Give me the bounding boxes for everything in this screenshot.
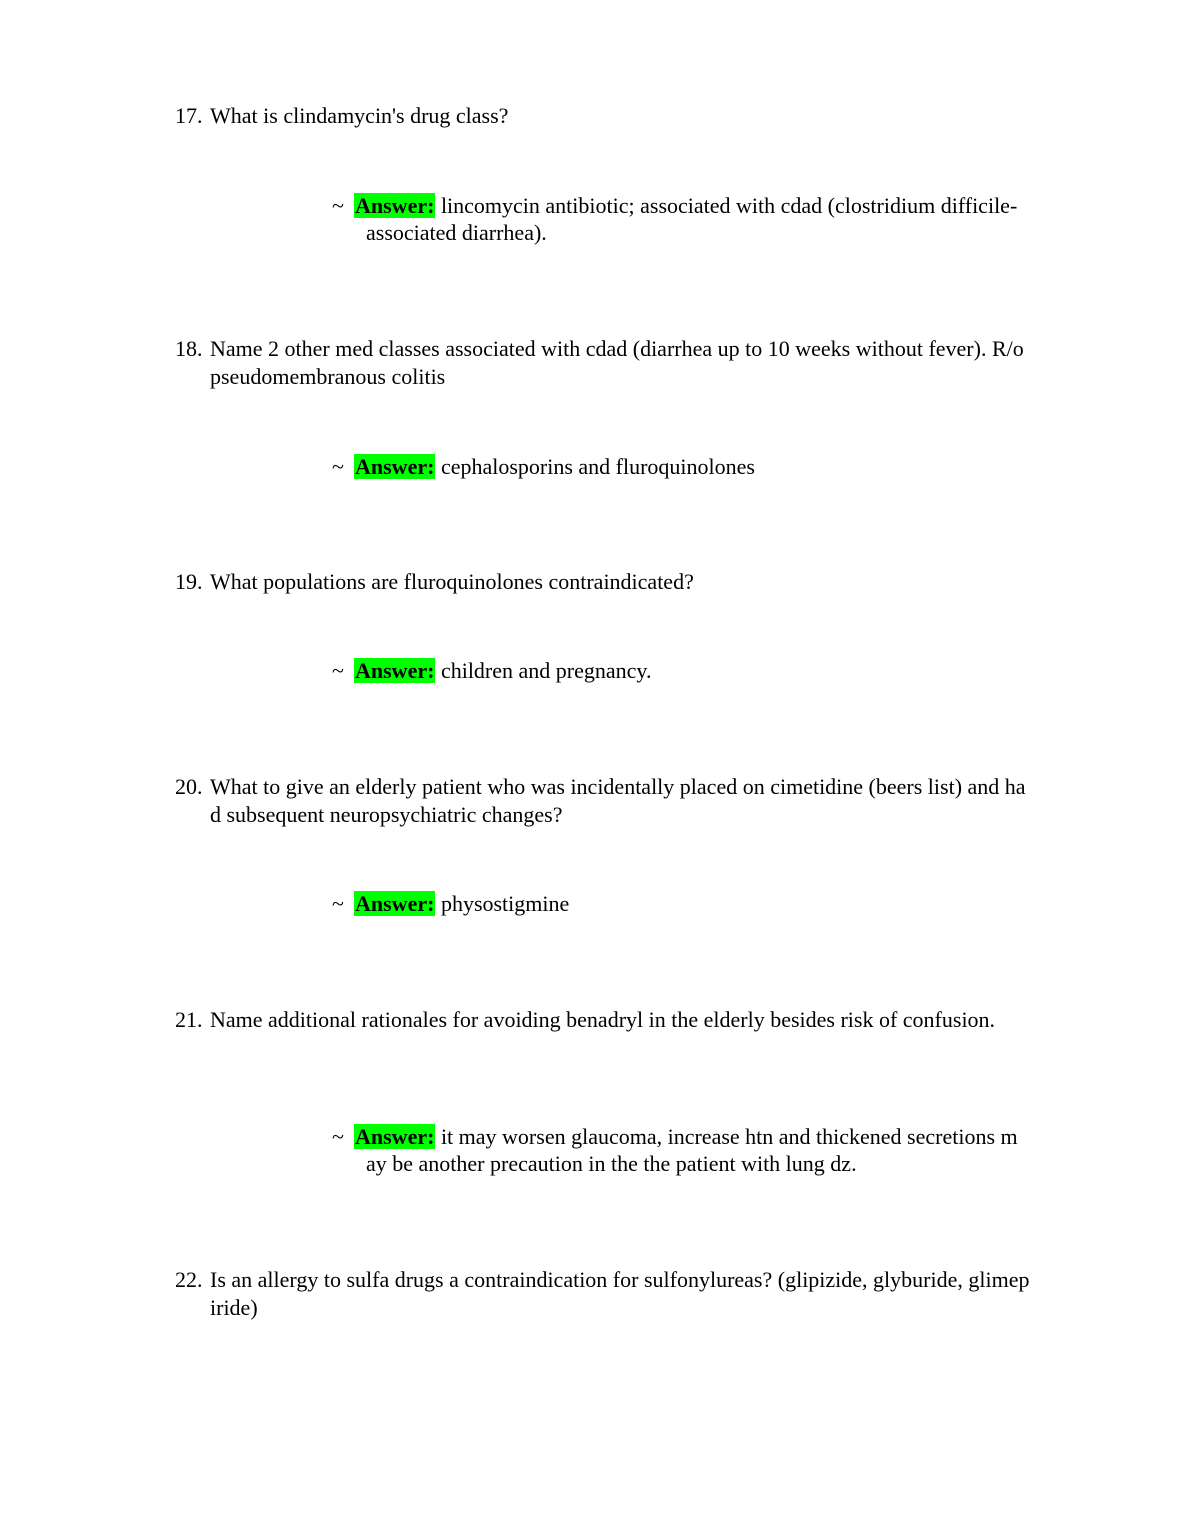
answer-text: physostigmine — [440, 891, 570, 916]
question-text: Name 2 other med classes associated with cdad (diarrhea up to 10 weeks without fever). R/o pseudomembranous colitis — [210, 336, 1024, 389]
question-19 — [175, 568, 1035, 596]
answer-21 — [332, 1123, 1022, 1177]
question-number: 17. — [175, 103, 203, 128]
answer-marker: ~ — [332, 891, 344, 916]
answer-19 — [332, 657, 1022, 684]
question-number: 22. — [175, 1267, 203, 1292]
answer-body — [354, 1123, 1022, 1177]
answer-label: Answer: — [355, 891, 435, 916]
answer-20 — [332, 890, 1022, 917]
answer-marker: ~ — [332, 193, 344, 218]
answer-label: Answer: — [355, 1124, 435, 1149]
answer-label: Answer: — [355, 193, 435, 218]
answer-marker: ~ — [332, 658, 344, 683]
question-22 — [175, 1266, 1035, 1322]
answer-text: it may worsen glaucoma, increase htn and thickened secretions may be another precaution in the the patient with lung dz. — [366, 1124, 1018, 1176]
question-text: Is an allergy to sulfa drugs a contraindication for sulfonylureas? (glipizide, glyburide, glimepiride) — [210, 1267, 1030, 1320]
question-text: Name additional rationales for avoiding benadryl in the elderly besides risk of confusion. — [210, 1007, 996, 1032]
answer-label: Answer: — [355, 454, 435, 479]
answer-18 — [332, 453, 1022, 480]
question-18 — [175, 335, 1035, 391]
answer-body — [354, 192, 1022, 246]
answer-body — [354, 890, 1022, 917]
question-17 — [175, 102, 1035, 130]
answer-marker: ~ — [332, 1124, 344, 1149]
answer-text: cephalosporins and fluroquinolones — [440, 454, 755, 479]
question-text: What populations are fluroquinolones contraindicated? — [210, 569, 694, 594]
answer-text: children and pregnancy. — [440, 658, 652, 683]
question-number: 19. — [175, 569, 203, 594]
question-20 — [175, 773, 1035, 829]
question-number: 18. — [175, 336, 203, 361]
answer-body — [354, 453, 1022, 480]
answer-body — [354, 657, 1022, 684]
question-text: What is clindamycin's drug class? — [210, 103, 509, 128]
question-text: What to give an elderly patient who was incidentally placed on cimetidine (beers list) and had subsequent neuropsychiatric changes? — [210, 774, 1026, 827]
answer-text: lincomycin antibiotic; associated with cdad (clostridium difficile-associated diarrhea). — [366, 193, 1018, 245]
answer-label: Answer: — [355, 658, 435, 683]
answer-17 — [332, 192, 1022, 246]
question-21 — [175, 1006, 1035, 1034]
answer-marker: ~ — [332, 454, 344, 479]
question-number: 21. — [175, 1007, 203, 1032]
question-number: 20. — [175, 774, 203, 799]
